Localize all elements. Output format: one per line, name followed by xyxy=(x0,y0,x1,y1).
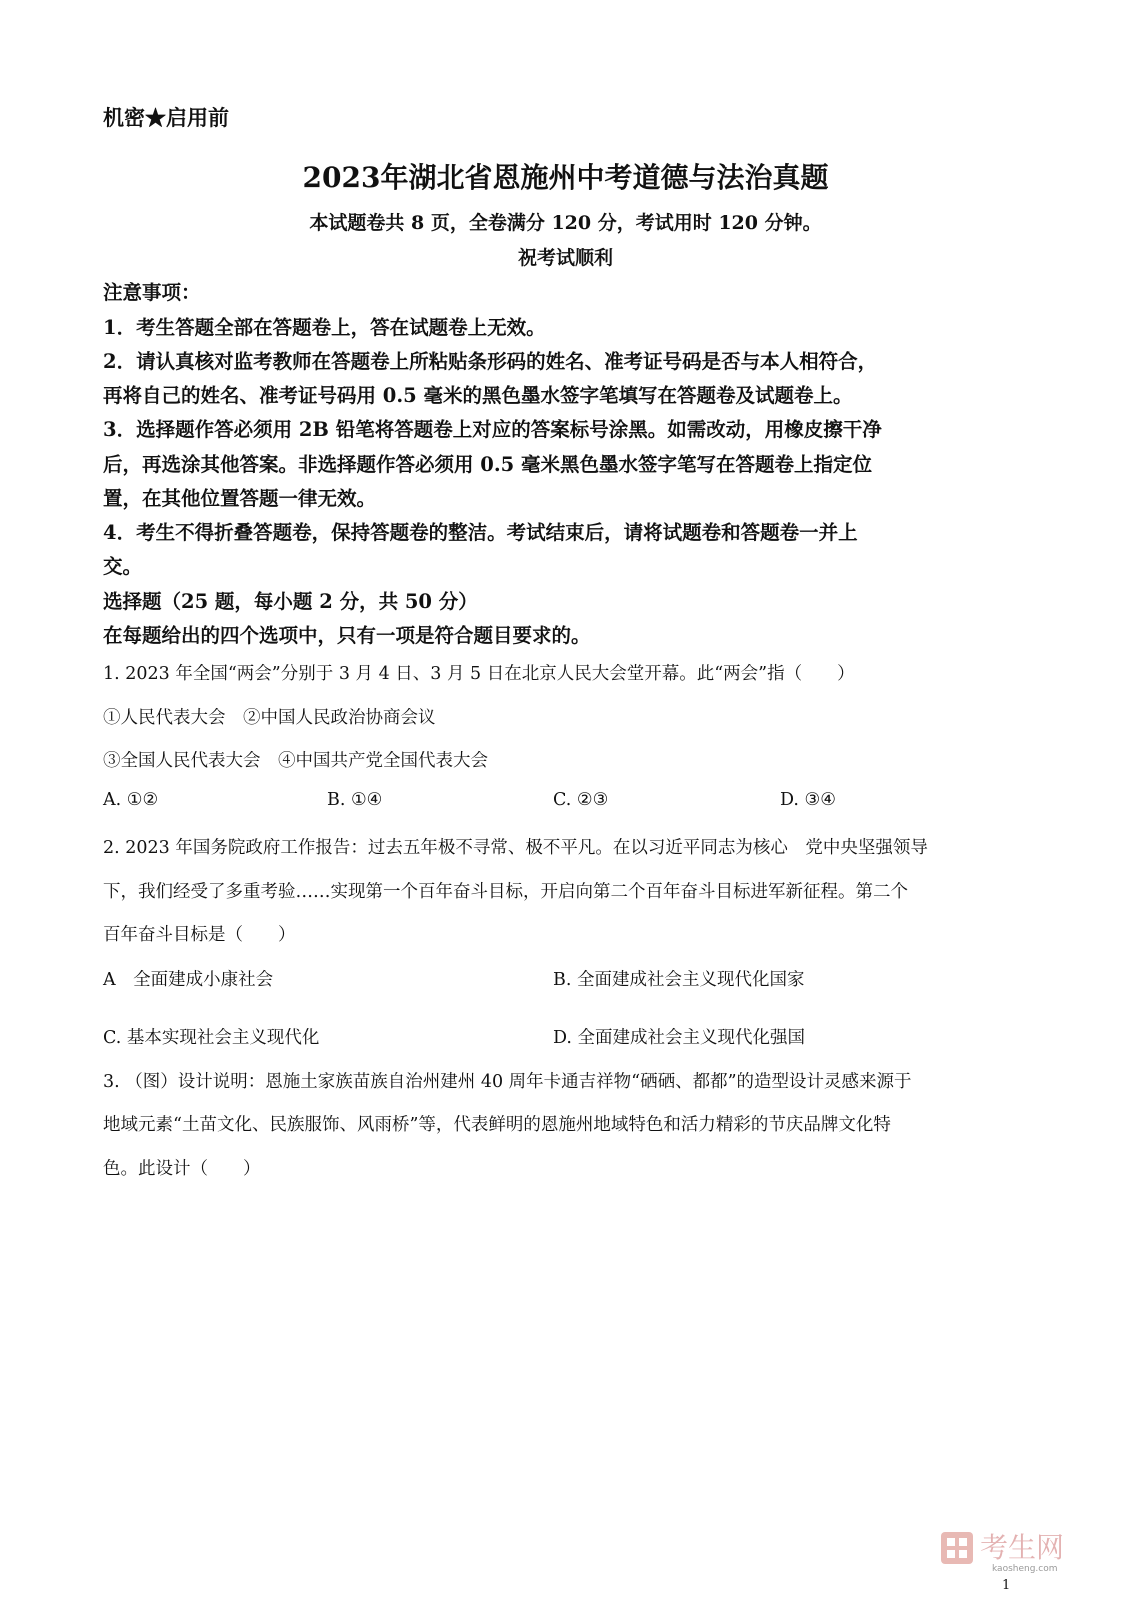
watermark-logo-icon xyxy=(940,1531,974,1565)
question-2-line: 百年奋斗目标是（ ） xyxy=(103,925,296,945)
notice-line: 4．考生不得折叠答题卷，保持答题卷的整洁。考试结束后，请将试题卷和答题卷一并上 xyxy=(103,521,858,544)
section-instruction: 在每题给出的四个选项中，只有一项是符合题目要求的。 xyxy=(103,624,591,647)
section-heading: 选择题（25 题，每小题 2 分，共 50 分） xyxy=(103,590,478,613)
notice-line: 再将自己的姓名、准考证号码用 0.5 毫米的黑色墨水签字笔填写在答题卷及试题卷上。 xyxy=(103,384,853,407)
question-2-line: 2. 2023 年国务院政府工作报告：过去五年极不寻常、极不平凡。在以习近平同志为核心 党中央坚强领导 xyxy=(103,838,928,858)
question-2-option-c[interactable]: C. 基本实现社会主义现代化 xyxy=(103,1028,320,1048)
question-2-option-a[interactable]: A 全面建成小康社会 xyxy=(103,970,274,990)
notice-heading: 注意事项： xyxy=(103,281,201,304)
page-number: 1 xyxy=(1002,1578,1011,1593)
watermark-text: 考生网 xyxy=(980,1531,1065,1564)
question-1-stem: 1. 2023 年全国“两会”分别于 3 月 4 日、3 月 5 日在北京人民大会堂开幕。此“两会”指（ ） xyxy=(103,664,855,684)
question-1-option-a[interactable]: A. ①② xyxy=(103,790,159,810)
question-2-option-d[interactable]: D. 全面建成社会主义现代化强国 xyxy=(553,1028,806,1048)
question-3-line: 3. （图）设计说明：恩施土家族苗族自治州建州 40 周年卡通吉祥物“硒硒、都都”的造型设计灵感来源于 xyxy=(103,1072,912,1092)
question-3-line: 地域元素“土苗文化、民族服饰、风雨桥”等，代表鲜明的恩施州地域特色和活力精彩的节庆品牌文化特 xyxy=(103,1115,891,1135)
question-3-line: 色。此设计（ ） xyxy=(103,1159,261,1179)
question-2-line: 下，我们经受了多重考验……实现第一个百年奋斗目标，开启向第二个百年奋斗目标进军新征程。第二个 xyxy=(103,882,908,902)
exam-subtitle: 本试题卷共 8 页，全卷满分 120 分，考试用时 120 分钟。 xyxy=(309,212,822,234)
notice-line: 1．考生答题全部在答题卷上，答在试题卷上无效。 xyxy=(103,316,546,339)
question-1-item: ①人民代表大会 ②中国人民政治协商会议 xyxy=(103,708,436,728)
question-1-option-d[interactable]: D. ③④ xyxy=(780,790,836,810)
question-1-option-c[interactable]: C. ②③ xyxy=(553,790,609,810)
notice-line: 2．请认真核对监考教师在答题卷上所粘贴条形码的姓名、准考证号码是否与本人相符合， xyxy=(103,350,878,373)
confidential-label: 机密★启用前 xyxy=(103,105,229,130)
notice-line: 交。 xyxy=(103,555,143,578)
notice-line: 后，再选涂其他答案。非选择题作答必须用 0.5 毫米黑色墨水签字笔写在答题卷上指定位 xyxy=(103,453,873,476)
question-1-item: ③全国人民代表大会 ④中国共产党全国代表大会 xyxy=(103,751,488,771)
exam-title: 2023年湖北省恩施州中考道德与法治真题 xyxy=(302,161,829,194)
watermark-subtext: kaosheng.com xyxy=(992,1564,1058,1574)
watermark xyxy=(940,1528,1090,1568)
notice-line: 置，在其他位置答题一律无效。 xyxy=(103,487,377,510)
question-1-option-b[interactable]: B. ①④ xyxy=(327,790,383,810)
exam-wish: 祝考试顺利 xyxy=(517,247,613,269)
notice-line: 3．选择题作答必须用 2B 铅笔将答题卷上对应的答案标号涂黑。如需改动，用橡皮擦干净 xyxy=(103,418,882,441)
question-2-option-b[interactable]: B. 全面建成社会主义现代化国家 xyxy=(553,970,805,990)
